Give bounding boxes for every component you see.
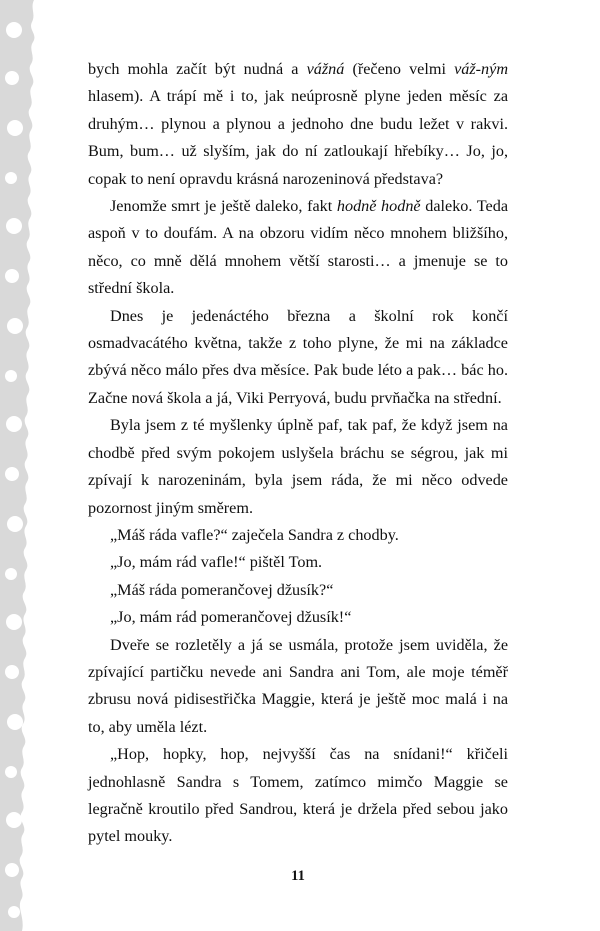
emphasis-text: vážná bbox=[306, 60, 345, 78]
paragraph bbox=[88, 522, 508, 549]
body-text: „Máš ráda pomerančovej džusík?“ bbox=[110, 580, 334, 599]
body-text: hlasem). A trápí mě i to, jak neúprosně plyne jeden měsíc za druhým… plynou a plynou a jednoho dne budu ležet v rakvi. Bum, bum… už slyším, jak do ní zatloukají hřebíky… Jo, jo, copak to není opravdu krásná narozeninová představa? bbox=[88, 87, 508, 188]
body-text: „Máš ráda vafle?“ zaječela Sandra z chodby. bbox=[110, 525, 399, 544]
emphasis-text: hodně hodně bbox=[336, 197, 421, 216]
body-text: „Jo, mám rád vafle!“ pištěl Tom. bbox=[110, 553, 323, 572]
paragraph bbox=[88, 412, 508, 522]
torn-paper-edge bbox=[0, 0, 56, 931]
page-text-body bbox=[88, 56, 509, 884]
emphasis-text: váž- bbox=[454, 60, 482, 78]
paragraph bbox=[88, 577, 508, 604]
paragraph bbox=[88, 193, 508, 303]
page-number: 11 bbox=[291, 868, 305, 884]
paragraph bbox=[88, 741, 508, 851]
paragraph-list bbox=[88, 56, 508, 851]
paragraph bbox=[88, 56, 508, 193]
body-text: Byla jsem z té myšlenky úplně paf, tak paf, že když jsem na chodbě před svým pokojem uslyšela bráchu se ségrou, jak mi zpívají k narozeninám, byla jsem ráda, že mi něco odvede pozornost jiným směrem. bbox=[88, 416, 508, 517]
body-text: „Jo, mám rád pomerančovej džusík!“ bbox=[110, 608, 352, 627]
body-text: (řečeno velmi bbox=[344, 60, 455, 78]
body-text: „Hop, hopky, hop, nejvyšší čas na snídani!“ křičeli jednohlasně Sandra s Tomem, zatímco mimčo Maggie se legračně kroutilo před Sandrou, která je držela před sebou jako pytel mouky. bbox=[88, 745, 508, 846]
body-text: Dnes je jedenáctého března a školní rok končí osmadvacátého května, takže z toho plyne, že mi na základce zbývá něco málo přes dva měsíce. Pak bude léto a pak… bác ho. Začne nová škola a já, Viki Perryová, budu prvňačka na střední. bbox=[88, 306, 508, 407]
body-text: Jenomže smrt je ještě daleko, fakt bbox=[110, 197, 337, 216]
body-text: daleko. Teda aspoň v to doufám. A na obzoru vidím něco mnohem bližšího, něco, co mně dělá mnohem větší starosti… a jmenuje se to střední škola. bbox=[88, 197, 508, 298]
paragraph bbox=[88, 604, 508, 631]
body-text: bych mohla začít být nudná a bbox=[88, 60, 307, 78]
emphasis-text: ným bbox=[481, 60, 509, 78]
paragraph bbox=[88, 549, 508, 576]
paragraph bbox=[88, 303, 508, 413]
paragraph bbox=[88, 632, 508, 742]
body-text: Dveře se rozletěly a já se usmála, protože jsem uviděla, že zpívající partičku nevede ani Sandra ani Tom, ale moje téměř zbrusu nová pidisestřička Maggie, která je ještě moc malá i na to, aby uměla lézt. bbox=[88, 635, 508, 736]
